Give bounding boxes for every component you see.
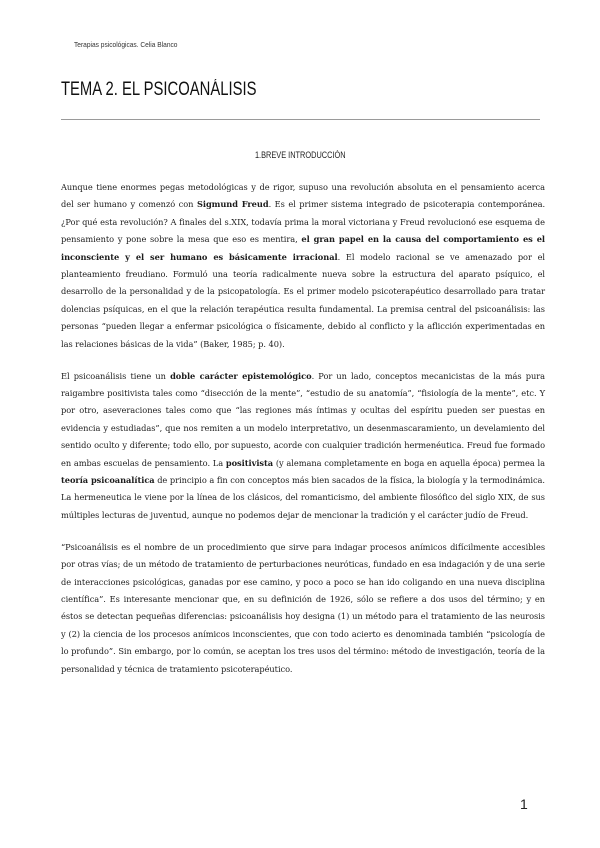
page-title: TEMA 2. EL PSICOANÁLISIS — [61, 79, 257, 100]
section-heading — [0, 150, 600, 160]
paragraph-1-emphasis: el gran papel en la causa del comportamiento es el inconsciente y el ser humano es básicamente irracional — [61, 234, 545, 262]
paragraph-2-emphasis-3: teoría psicoanalítica — [61, 475, 155, 485]
paragraph-2-text-b: . Por un lado, conceptos mecanicistas de la más pura raigambre positivista tales como “disección de la mente”, “estudio de su anatomía”, “fisiología de la mente”, etc. Y por otro, aseveraciones tales como que “las regiones más íntimas y ocultas del espíritu pueden ser puestas en evidencia y estudiadas”, que nos remiten a un modelo interpretativo, un desenmascaramiento, un develamiento del sentido oculto y diferente; todo ello, por supuesto, acorde con cualquier tradición hermenéutica. Freud fue formado en ambas escuelas de pensamiento. La — [61, 370, 545, 468]
page-number: 1 — [520, 796, 528, 812]
paragraph-2-text-d: de principio a fin con conceptos más bien sacados de la física, la biología y la termodinámica. La hermeneutica le viene por la línea de los clásicos, del romanticismo, del ambiente filosófico del siglo XIX, de sus múltiples lecturas de juventud, aunque no podemos dejar de mencionar la tradición y el carácter judío de Freud. — [61, 475, 545, 520]
paragraph-2-text-a: El psicoanálisis tiene un — [61, 370, 171, 381]
freud-name: Sigmund Freud — [196, 199, 269, 210]
paragraph-1-text-c: . El modelo racional se ve amenazado por el planteamiento freudiano. Formuló una teoría radicalmente nueva sobre la estructura del aparato psíquico, el desarrollo de la personalidad y de la psicopatología. Es el primer modelo psicoterapéutico desarrollado para tratar dolencias psíquicas, en el que la relación terapéutica resulta fundamental. La premisa central del psicoanálisis: las personas “pueden llegar a enfermar psicológica o físicamente, debido al conflicto y la aflicción experimentadas en las relaciones básicas de la vida” (Baker, 1985; p. 40). — [61, 251, 545, 349]
title-divider — [61, 119, 540, 120]
body-text — [61, 179, 545, 692]
running-header: Terapias psicológicas. Celia Blanco — [74, 40, 178, 49]
paragraph-2-emphasis-1: doble carácter epistemológico — [170, 370, 312, 381]
paragraph-3: “Psicoanálisis es el nombre de un procedimiento que sirve para indagar procesos anímicos difícilmente accesibles por otras vías; de un método de tratamiento de perturbaciones neuróticas, fundado en esa indagación y de una serie de interacciones psicológicas, ganadas por ese camino, y poco a poco se han ido coligando en una nueva disciplina científica”. Es interesante mencionar que, en su definición de 1926, sólo se refiere a dos usos del término; y en éstos se detectan pequeñas diferencias: psicoanálisis hoy designa (1) un método para el tratamiento de las neurosis y (2) la ciencia de los procesos anímicos inconscientes, que con todo acierto es denominada también “psicología de lo profundo”. Sin embargo, por lo común, se aceptan los tres usos del término: método de investigación, teoría de la personalidad y técnica de tratamiento psicoterapéutico. — [61, 541, 545, 674]
paragraph-2-text-c: (y alemana completamente en boga en aquella época) permea la — [273, 457, 545, 468]
paragraph-1 — [61, 179, 545, 353]
paragraph-1-text-b: . Es el primer sistema integrado de psicoterapia contemporánea. ¿Por qué esta revolución? A finales del s.XIX, todavía prima la moral victoriana y Freud revolucionó ese esquema de pensamiento y pone sobre la mesa que eso es mentira, — [61, 199, 546, 245]
section-heading-text: 1.BREVE INTRODUCCIÓN — [254, 150, 346, 160]
paragraph-2-emphasis-2: positivista — [225, 457, 274, 468]
paragraph-1-text-a: Aunque tiene enormes pegas metodológicas y de rigor, supuso una revolución absoluta en el pensamiento acerca del ser humano y comenzó con — [61, 182, 545, 210]
paragraph-2 — [61, 368, 545, 525]
